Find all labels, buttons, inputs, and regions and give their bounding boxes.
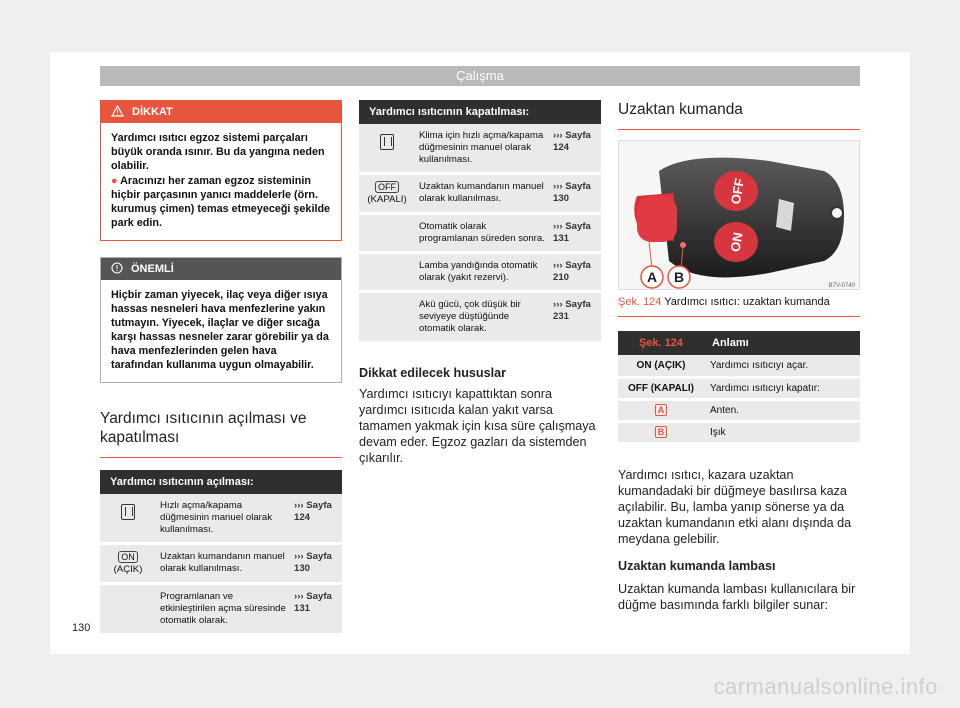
remote-title: Uzaktan kumanda: [618, 100, 860, 130]
watermark: carmanualsonline.info: [713, 674, 938, 699]
remote-figure: [618, 140, 860, 290]
table-row: [618, 355, 860, 377]
meaning-key: [618, 421, 704, 443]
page-ref-link[interactable]: ››› Sayfa 231: [549, 292, 601, 343]
lamp-title: Uzaktan kumanda lambası: [618, 558, 776, 573]
column-left: [100, 100, 342, 636]
section-title: Yardımcı ısıtıcının açılması ve kapatılması: [100, 409, 342, 458]
notice-box: [100, 257, 342, 383]
warning-header: [101, 101, 341, 123]
table-row: [359, 174, 601, 214]
key-suffix: (AÇIK): [113, 564, 143, 575]
heater-button-icon: [121, 504, 135, 520]
callout-b-icon: B: [655, 426, 668, 438]
notice-text: Hiçbir zaman yiyecek, ilaç veya diğer ısıya hassas nesneleri hava menfezlerine yakın tutmayın. Yiyecek, ilaçlar ve diğer sıcağa karşı hassas nesneler zarar görebilir ya da hava menfezlerinden gelen hava tarafından kullanıma uygun olmayabilir.: [111, 289, 329, 371]
table-row: [359, 124, 601, 174]
page-ref-link[interactable]: ››› Sayfa 124: [290, 494, 342, 544]
table-cell-desc: Klima için hızlı açma/kapama düğmesinin manuel olarak kullanılması.: [415, 124, 549, 174]
meaning-text: Anten.: [704, 399, 860, 421]
off-key-icon: OFF: [375, 181, 399, 193]
page-ref-link[interactable]: ››› Sayfa 131: [290, 584, 342, 635]
table-row: [359, 253, 601, 292]
notes-section: [359, 366, 601, 466]
warning-bullet-text: Aracınızı her zaman egzoz sisteminin hiçbir parçasının yanıcı maddelerle (örn. kurumuş çimen) temas etmeyeceği şekilde park edin.: [111, 175, 331, 229]
meaning-table: [618, 331, 860, 445]
callout-b: B: [673, 269, 685, 285]
column-right: [618, 100, 860, 613]
close-table-header: Yardımcı ısıtıcının kapatılması:: [359, 100, 601, 124]
warning-text: Yardımcı ısıtıcı egzoz sistemi parçaları büyük oranda ısınır. Bu da yangına neden olabilir.: [111, 132, 325, 172]
table-cell-icon: [359, 292, 415, 343]
meaning-key: [618, 399, 704, 421]
page-ref-link[interactable]: ››› Sayfa 130: [290, 544, 342, 584]
info-icon: [111, 262, 123, 277]
notes-title: Dikkat edilecek hususlar: [359, 366, 506, 380]
meaning-col-meaning: Anlamı: [704, 331, 860, 355]
table-cell-desc: Programlanan ve etkinleştirilen açma süresinde otomatik olarak.: [156, 584, 290, 635]
warning-body: [101, 123, 341, 240]
callout-a-icon: A: [655, 404, 668, 416]
table-cell-icon: [359, 174, 415, 214]
notice-header: [101, 258, 341, 280]
table-row: [618, 399, 860, 421]
key-suffix: (KAPALI): [367, 194, 407, 205]
table-cell-desc: Uzaktan kumandanın manuel olarak kullanılması.: [156, 544, 290, 584]
remote-paragraph: Yardımcı ısıtıcı, kazara uzaktan kumandadaki bir düğmeye basılırsa kaza açılabilir. Bu, lamba yanıp sönerse ya da uzaktan kumandanın etki alanı dışında da meydana gelebilir.: [618, 467, 852, 546]
callout-a: A: [646, 269, 658, 285]
table-cell-icon: [359, 214, 415, 253]
table-cell-icon: [100, 584, 156, 635]
figure-caption: [618, 296, 860, 317]
page-ref-link[interactable]: ››› Sayfa 131: [549, 214, 601, 253]
open-table-header: Yardımcı ısıtıcının açılması:: [100, 470, 342, 494]
figure-code: B7V-0740: [828, 283, 855, 289]
warning-label: DİKKAT: [132, 106, 173, 118]
table-row: [359, 292, 601, 343]
table-row: [618, 421, 860, 443]
table-cell-icon: [100, 494, 156, 544]
notes-text: Yardımcı ısıtıcıyı kapattıktan sonra yardımcı ısıtıcıda kalan yakıt varsa tamamen yakmak için kısa süre çalışmaya devam eder. Egzoz gazları da sistemden çıkarılır.: [359, 387, 596, 465]
meaning-text: Işık: [704, 421, 860, 443]
page-ref-link[interactable]: ››› Sayfa 210: [549, 253, 601, 292]
warning-bullet-item: [111, 174, 331, 230]
table-row: [100, 544, 342, 584]
warning-box: [100, 100, 342, 241]
page-ref-link[interactable]: ››› Sayfa 124: [549, 124, 601, 174]
table-row: [100, 494, 342, 544]
page-ref-link[interactable]: ››› Sayfa 130: [549, 174, 601, 214]
meaning-text: Yardımcı ısıtıcıyı açar.: [704, 355, 860, 377]
meaning-col-figure: Şek. 124: [618, 331, 704, 355]
table-row: [618, 377, 860, 399]
table-row: [100, 584, 342, 635]
remote-illustration: [619, 141, 860, 290]
warning-icon: [111, 105, 124, 120]
table-cell-desc: Otomatik olarak programlanan süreden sonra.: [415, 214, 549, 253]
meaning-key: OFF (KAPALI): [618, 377, 704, 399]
on-key-icon: ON: [118, 551, 138, 563]
table-cell-icon: [359, 253, 415, 292]
table-cell-desc: Lamba yandığında otomatik olarak (yakıt rezervi).: [415, 253, 549, 292]
meaning-text: Yardımcı ısıtıcıyı kapatır:: [704, 377, 860, 399]
lamp-text: Uzaktan kumanda lambası kullanıcılara bir düğme basımında farklı bilgiler sunar:: [618, 581, 856, 612]
table-cell-desc: Hızlı açma/kapama düğmesinin manuel olarak kullanılması.: [156, 494, 290, 544]
on-button-label: ON: [727, 231, 746, 253]
table-cell-desc: Akü gücü, çok düşük bir seviyeye düştüğünde otomatik olarak.: [415, 292, 549, 343]
bullet-icon: ●: [111, 175, 121, 187]
table-cell-icon: [100, 544, 156, 584]
notice-label: ÖNEMLİ: [131, 263, 174, 275]
column-middle: [359, 100, 601, 466]
page-header: Çalışma: [100, 66, 860, 86]
off-button-label: OFF: [727, 177, 748, 206]
heater-button-icon: [380, 134, 394, 150]
close-table: [359, 100, 601, 344]
meaning-key: ON (AÇIK): [618, 355, 704, 377]
open-table: [100, 470, 342, 636]
table-cell-icon: [359, 124, 415, 174]
page-number: 130: [72, 622, 91, 634]
caption-number: Şek. 124: [618, 296, 662, 308]
caption-text: Yardımcı ısıtıcı: uzaktan kumanda: [664, 296, 830, 308]
notice-body: [101, 280, 341, 382]
table-row: [359, 214, 601, 253]
table-cell-desc: Uzaktan kumandanın manuel olarak kullanılması.: [415, 174, 549, 214]
